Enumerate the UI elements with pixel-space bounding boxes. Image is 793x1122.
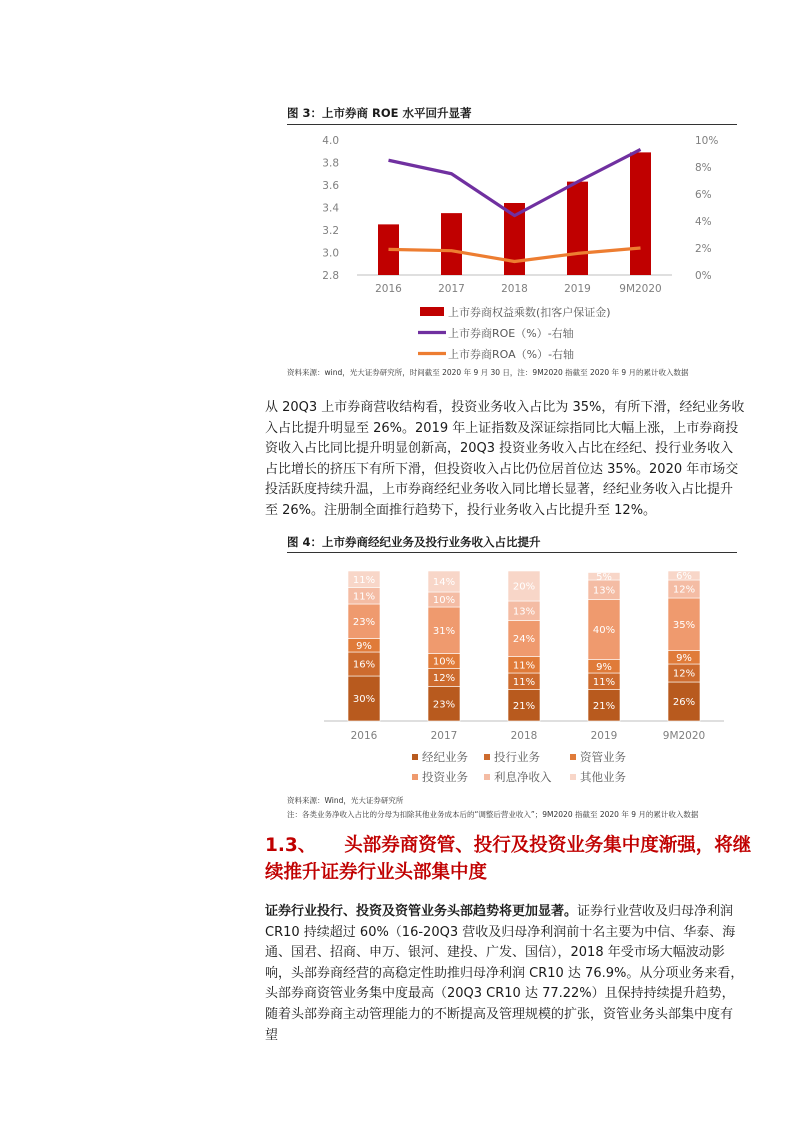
left-axis-tick: 3.8 xyxy=(322,157,339,170)
data-label: 21% xyxy=(592,700,616,712)
data-label: 11% xyxy=(352,574,376,586)
left-axis-tick: 2.8 xyxy=(322,270,339,282)
section-title: 头部券商资管、投行及投资业务集中度渐强，将继续推升证券行业头部集中度 xyxy=(265,835,752,883)
x-axis-tick: 2018 xyxy=(510,730,538,742)
legend-swatch xyxy=(484,774,490,780)
legend-label: 上市券商ROE（%）-右轴 xyxy=(448,327,574,340)
data-label: 12% xyxy=(432,673,456,684)
legend-swatch xyxy=(484,754,490,760)
figure4-chart xyxy=(287,556,737,792)
x-axis-tick: 2019 xyxy=(590,730,618,742)
figure4-rule xyxy=(287,552,737,553)
data-label: 11% xyxy=(352,591,376,603)
figure3-chart xyxy=(287,128,737,366)
data-label: 10% xyxy=(432,595,456,606)
paragraph-2-lead: 证券行业投行、投资及资管业务头部趋势将更加显著。 xyxy=(265,904,578,919)
right-axis-tick: 4% xyxy=(695,216,712,228)
section-heading xyxy=(265,832,755,886)
data-label: 23% xyxy=(432,699,456,711)
legend-swatch xyxy=(420,307,444,316)
data-label: 31% xyxy=(432,625,456,637)
figure4-title: 图 4：上市券商经纪业务及投行业务收入占比提升 xyxy=(287,535,541,549)
right-axis-tick: 0% xyxy=(695,270,712,282)
legend-swatch xyxy=(570,774,576,780)
legend-label: 经纪业务 xyxy=(422,750,468,764)
data-label: 20% xyxy=(512,581,536,593)
x-axis-tick: 2017 xyxy=(430,730,458,742)
left-axis-tick: 3.0 xyxy=(322,247,339,260)
x-axis-tick: 2016 xyxy=(350,730,378,742)
figure4-note: 注：各类业务净收入占比的分母为扣除其他业务成本后的“调整后营业收入”；9M2020 指截至 2020 年 9 月的累计收入数据 xyxy=(287,810,699,819)
data-label: 26% xyxy=(672,697,696,708)
left-axis-tick: 3.4 xyxy=(322,202,339,215)
x-axis-tick: 2016 xyxy=(375,283,402,295)
x-axis-tick: 9M2020 xyxy=(619,283,662,295)
legend-swatch xyxy=(412,774,418,780)
figure3-title: 图 3：上市券商 ROE 水平回升显著 xyxy=(287,106,472,120)
legend-label: 利息净收入 xyxy=(494,770,552,784)
x-axis-tick: 9M2020 xyxy=(662,730,706,742)
data-label: 35% xyxy=(672,619,696,631)
legend-label: 投行业务 xyxy=(494,750,540,764)
data-label: 9% xyxy=(596,661,612,673)
data-label: 11% xyxy=(592,676,616,688)
data-label: 10% xyxy=(432,656,456,668)
equity-multiplier-bar xyxy=(441,213,462,275)
legend-swatch xyxy=(412,754,418,760)
paragraph-1-text: 从 20Q3 上市券商营收结构看，投资业务收入占比为 35%，有所下滑，经纪业务收入占比提升明显至 26%。2019 年上证指数及深证综指同比大幅上涨，上市券商投资收入占比同比提升明显创新高，20Q3 投资业务收入占比在经纪、投行业务收入占比增长的挤压下有所下滑，但投资收入占比仍位居首位达 35%。2020 年市场交投活跃度持续升温，上市券商经纪业务收入同比增长显著，经纪业务收入占比提升至 26%。注册制全面推行趋势下，投行业务收入占比提升至 12%。 xyxy=(265,400,745,518)
legend-label: 其他业务 xyxy=(580,770,626,784)
data-label: 14% xyxy=(432,577,456,588)
data-label: 12% xyxy=(672,584,696,596)
legend-label: 资管业务 xyxy=(580,750,626,764)
equity-multiplier-bar xyxy=(630,152,651,275)
paragraph-2-text xyxy=(265,902,745,1046)
x-axis-tick: 2019 xyxy=(564,283,591,295)
data-label: 23% xyxy=(352,616,376,628)
data-label: 12% xyxy=(672,668,696,680)
data-label: 13% xyxy=(592,585,616,597)
left-axis-tick: 4.0 xyxy=(322,135,339,147)
right-axis-tick: 6% xyxy=(695,189,712,201)
data-label: 11% xyxy=(512,676,536,688)
data-label: 9% xyxy=(676,652,692,664)
figure3-source: 资料来源：wind，光大证券研究所，时间截至 2020 年 9 月 30 日，注：9M2020 指截至 2020 年 9 月的累计收入数据 xyxy=(287,368,689,377)
left-axis-tick: 3.2 xyxy=(322,225,339,237)
body-paragraph-1 xyxy=(265,398,745,522)
legend-swatch xyxy=(570,754,576,760)
data-label: 13% xyxy=(512,606,536,618)
x-axis-tick: 2017 xyxy=(438,283,465,295)
data-label: 30% xyxy=(352,694,376,705)
data-label: 5% xyxy=(596,571,612,583)
data-label: 9% xyxy=(356,640,372,652)
left-axis-tick: 3.6 xyxy=(322,180,339,192)
paragraph-2-body: 证券行业营收及归母净利润 CR10 持续超过 60%（16-20Q3 营收及归母净利润前十名主要为中信、华泰、海通、国君、招商、申万、银河、建投、广发、国信），2018 年受市场大幅波动影响，头部券商经营的高稳定性助推归母净利润 CR10 达 76.9%。从分项业务来看，头部券商资管业务集中度最高（20Q3 CR10 达 77.22%）且保持持续提升趋势，随着头部券商主动管理能力的不断提高及管理规模的扩张，资管业务头部集中度有望 xyxy=(265,904,744,1043)
data-label: 24% xyxy=(512,634,536,645)
right-axis-tick: 10% xyxy=(695,135,719,147)
data-label: 40% xyxy=(592,625,616,636)
figure3-rule xyxy=(287,124,737,125)
legend-label: 上市券商ROA（%）-右轴 xyxy=(448,348,575,361)
section-number: 1.3、 xyxy=(265,835,317,856)
x-axis-tick: 2018 xyxy=(501,283,528,295)
data-label: 21% xyxy=(512,700,536,712)
equity-multiplier-bar xyxy=(567,182,588,275)
data-label: 6% xyxy=(676,571,692,582)
right-axis-tick: 8% xyxy=(695,162,712,174)
body-paragraph-2 xyxy=(265,902,745,1046)
data-label: 11% xyxy=(512,660,536,672)
figure4-source: 资料来源：Wind，光大证券研究所 xyxy=(287,796,404,805)
data-label: 16% xyxy=(352,659,376,671)
right-axis-tick: 2% xyxy=(695,243,712,255)
legend-label: 上市券商权益乘数(扣客户保证金) xyxy=(448,306,611,319)
legend-label: 投资业务 xyxy=(422,770,468,784)
